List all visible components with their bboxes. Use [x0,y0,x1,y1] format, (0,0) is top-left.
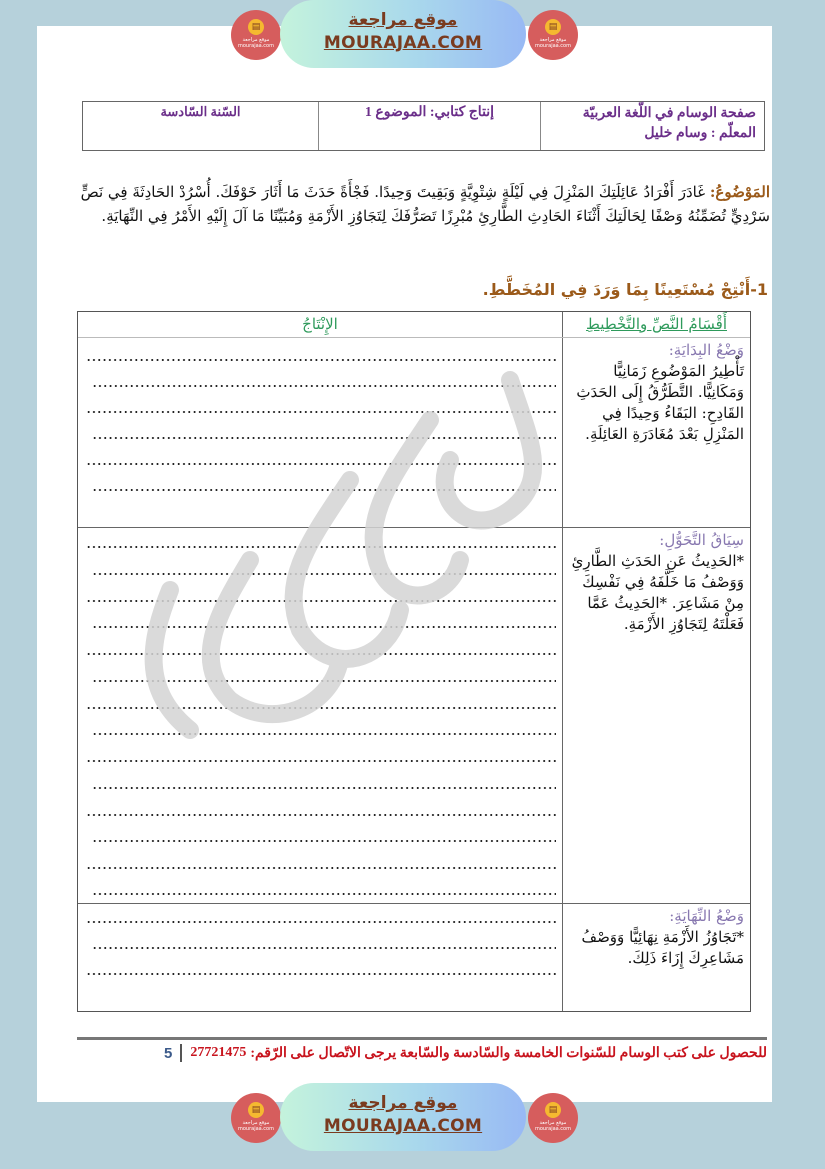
page-number: 5 [163,1044,173,1062]
blank-line[interactable] [86,600,556,602]
book-icon: ▤ [248,1102,264,1118]
site-banner-bottom[interactable] [228,1083,598,1151]
task-instruction: 1-أَنْتِجْ مُسْتَعِينًا بِمَا وَرَدَ فِي المُخَطَّطِ. [482,280,768,299]
plan-cell-transition [563,528,750,903]
badge-caption: موقع مراجعة mourajaa.com [534,37,571,49]
blank-line[interactable] [86,760,556,762]
badge-caption: موقع مراجعة mourajaa.com [237,1120,274,1132]
blank-line[interactable] [86,463,556,465]
table-row-ending [78,904,750,1012]
book-icon: ▤ [248,19,264,35]
header-production: الإِنْتَاجُ [302,315,338,333]
site-domain: MOURAJAA.COM [323,1116,483,1136]
badge-caption: موقع مراجعة mourajaa.com [534,1120,571,1132]
blank-line[interactable] [92,680,556,682]
blank-line[interactable] [92,840,556,842]
plan-cell-beginning [563,338,750,527]
blank-line[interactable] [92,385,556,387]
site-arabic-name: موقع مراجعة [348,1093,458,1113]
blank-line[interactable] [92,893,556,895]
blank-line[interactable] [92,437,556,439]
blank-line[interactable] [86,546,556,548]
blank-line[interactable] [92,626,556,628]
subject-text: غَادَرَ أَفْرَادُ عَائِلَتِكَ المَنْزِلَ فِي لَيْلَةٍ شِتْوِيَّةٍ وَبَقِيتَ وَحِيدًا. فَجْأَةً حَدَثَ مَا أَثَارَ خَوْفَكَ. أُسْرُدْ الحَادِثَةَ فِي نَصٍّ سَرْدِيٍّ تُضَمِّنُهُ وَصْفًا لِحَالَتِكَ أَثْنَاءَ الحَادِثِ الطَّارِئِ مُبْرِزًا تَصَرُّفَكَ لِتَجَاوُزِ الأَزْمَةِ وَمُبَيِّنًا مَا آلَ إِلَيْهِ الأَمْرُ فِي النِّهَايَةِ. [80,183,770,225]
header-table [82,101,765,151]
writing-area-transition[interactable] [78,528,562,903]
header-teacher: المعلّم : وسام خليل [644,126,756,141]
header-title-cell [540,102,764,150]
site-logo-badge [528,1093,578,1143]
blank-line[interactable] [86,707,556,709]
blank-line[interactable] [86,359,556,361]
badge-caption: موقع مراجعة mourajaa.com [237,37,274,49]
section-title: وَضْعُ النِّهَايَةِ: [669,907,744,925]
blank-line[interactable] [86,411,556,413]
table-row-transition [78,528,750,904]
book-icon: ▤ [545,1102,561,1118]
footer-phone: 27721475 [190,1045,247,1060]
plan-production-table [77,311,751,1012]
table-row-beginning [78,338,750,528]
footer-separator [180,1044,182,1062]
blank-line[interactable] [92,573,556,575]
header-plan: أَقْسَامُ النَّصِّ والتَّخْطِيطِ [585,315,727,333]
blank-line[interactable] [92,733,556,735]
blank-line[interactable] [92,787,556,789]
site-logo-badge [528,10,578,60]
site-link[interactable] [280,0,526,68]
subject-label: المَوْضُوعُ: [709,183,770,201]
footer-rule [77,1037,767,1040]
header-title: صفحة الوسام في اللّغة العربيّة [582,106,756,121]
site-domain: MOURAJAA.COM [323,33,483,53]
writing-area-ending[interactable] [78,904,562,1012]
plan-text: *الحَدِيثُ عَنِ الحَدَثِ الطَّارِئِ وَوَصْفُ مَا خَلَّفَهُ فِي نَفْسِكَ مِنْ مَشَاعِرَ. *الحَدِيثُ عَمَّا فَعَلْتَهُ لِتَجَاوُزِ الأَزْمَةِ. [571,552,744,633]
site-arabic-name: موقع مراجعة [348,10,458,30]
table-header-row [78,312,750,338]
site-banner-top[interactable] [228,0,598,68]
blank-line[interactable] [86,867,556,869]
plan-text: *تَجَاوُزُ الأَزْمَةِ نِهَائِيًّا وَوَصْفُ مَشَاعِرِكَ إِزَاءَ ذَلِكَ. [581,928,744,967]
book-icon: ▤ [545,19,561,35]
site-link[interactable] [280,1083,526,1151]
blank-line[interactable] [86,973,556,975]
site-logo-badge [231,1093,281,1143]
blank-line[interactable] [92,489,556,491]
writing-area-beginning[interactable] [78,338,562,527]
blank-line[interactable] [86,653,556,655]
plan-text: تَأْطِيرُ المَوْضُوعِ زَمَانِيًّا وَمَكَانِيًّا. التَّطَرُّقُ إِلَى الحَدَثِ القَادِحِ: البَقَاءُ وَحِيدًا فِي المَنْزِلِ بَعْدَ مُغَادَرَةِ العَائِلَةِ. [576,362,744,443]
page-footer [77,1042,767,1064]
plan-cell-ending [563,904,750,1012]
blank-line[interactable] [92,947,556,949]
blank-line[interactable] [86,921,556,923]
site-logo-badge [231,10,281,60]
section-title: وَضْعُ البِدَايَةِ: [668,341,744,359]
header-lesson: إنتاج كتابي: الموضوع 1 [318,102,540,150]
subject-paragraph [80,180,770,228]
header-grade: السّنة السّادسة [160,104,241,119]
footer-notice: للحصول على كتب الوسام للسّنوات الخامسة والسّادسة والسّابعة يرجى الاتّصال على الرّقم: [250,1045,767,1061]
blank-line[interactable] [86,814,556,816]
section-title: سِيَاقُ التَّحَوُّلِ: [659,531,744,549]
